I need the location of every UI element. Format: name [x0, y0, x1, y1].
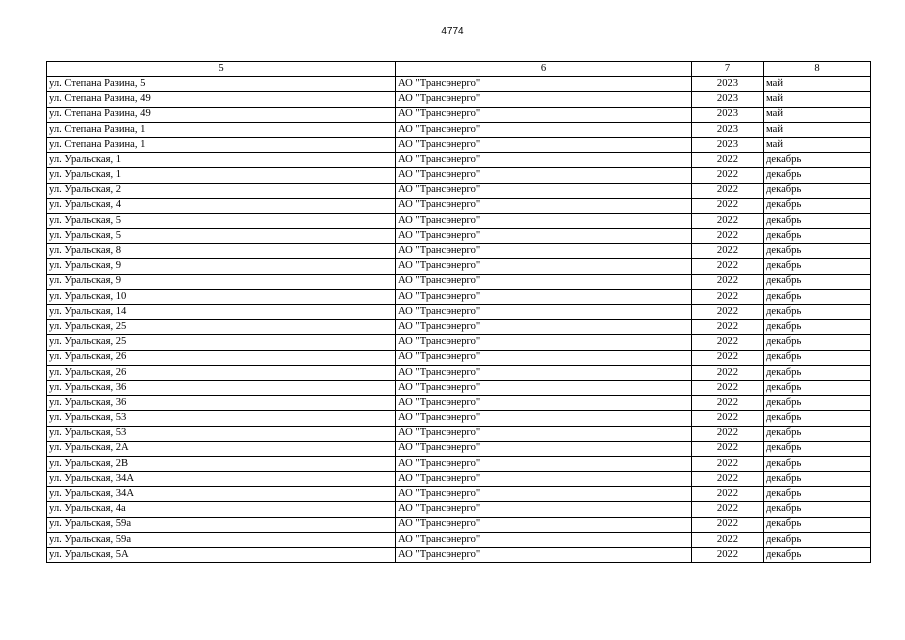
month-cell: декабрь — [764, 244, 871, 259]
table-row — [47, 259, 871, 274]
address-cell: ул. Степана Разина, 49 — [47, 107, 396, 122]
organization-cell: АО "Трансэнерго" — [396, 92, 692, 107]
table-row — [47, 487, 871, 502]
address-cell: ул. Уральская, 9 — [47, 274, 396, 289]
month-cell: май — [764, 122, 871, 137]
organization-cell: АО "Трансэнерго" — [396, 517, 692, 532]
year-cell: 2022 — [692, 244, 764, 259]
table-row — [47, 274, 871, 289]
address-cell: ул. Уральская, 53 — [47, 411, 396, 426]
table-row — [47, 183, 871, 198]
table-body — [47, 77, 871, 563]
table-row — [47, 502, 871, 517]
month-cell: декабрь — [764, 289, 871, 304]
month-cell: декабрь — [764, 320, 871, 335]
year-cell: 2022 — [692, 153, 764, 168]
month-cell: декабрь — [764, 350, 871, 365]
data-table — [46, 61, 871, 563]
column-header-8: 8 — [764, 62, 871, 77]
month-cell: декабрь — [764, 305, 871, 320]
organization-cell: АО "Трансэнерго" — [396, 456, 692, 471]
year-cell: 2022 — [692, 259, 764, 274]
address-cell: ул. Уральская, 1 — [47, 153, 396, 168]
table-row — [47, 122, 871, 137]
table-row — [47, 426, 871, 441]
organization-cell: АО "Трансэнерго" — [396, 153, 692, 168]
month-cell: май — [764, 137, 871, 152]
month-cell: декабрь — [764, 472, 871, 487]
table-row — [47, 441, 871, 456]
year-cell: 2022 — [692, 320, 764, 335]
month-cell: декабрь — [764, 456, 871, 471]
organization-cell: АО "Трансэнерго" — [396, 472, 692, 487]
organization-cell: АО "Трансэнерго" — [396, 305, 692, 320]
month-cell: декабрь — [764, 441, 871, 456]
organization-cell: АО "Трансэнерго" — [396, 229, 692, 244]
address-cell: ул. Уральская, 36 — [47, 396, 396, 411]
organization-cell: АО "Трансэнерго" — [396, 198, 692, 213]
year-cell: 2022 — [692, 198, 764, 213]
address-cell: ул. Уральская, 5А — [47, 548, 396, 563]
year-cell: 2023 — [692, 107, 764, 122]
table-row — [47, 472, 871, 487]
year-cell: 2022 — [692, 168, 764, 183]
month-cell: май — [764, 77, 871, 92]
year-cell: 2022 — [692, 487, 764, 502]
month-cell: декабрь — [764, 153, 871, 168]
year-cell: 2022 — [692, 396, 764, 411]
address-cell: ул. Уральская, 59а — [47, 517, 396, 532]
address-cell: ул. Уральская, 25 — [47, 335, 396, 350]
month-cell: декабрь — [764, 168, 871, 183]
year-cell: 2022 — [692, 411, 764, 426]
month-cell: декабрь — [764, 274, 871, 289]
organization-cell: АО "Трансэнерго" — [396, 487, 692, 502]
organization-cell: АО "Трансэнерго" — [396, 289, 692, 304]
year-cell: 2022 — [692, 229, 764, 244]
address-cell: ул. Уральская, 5 — [47, 213, 396, 228]
year-cell: 2022 — [692, 517, 764, 532]
organization-cell: АО "Трансэнерго" — [396, 548, 692, 563]
table-row — [47, 456, 871, 471]
column-header-5: 5 — [47, 62, 396, 77]
year-cell: 2022 — [692, 335, 764, 350]
organization-cell: АО "Трансэнерго" — [396, 107, 692, 122]
table-row — [47, 213, 871, 228]
month-cell: декабрь — [764, 198, 871, 213]
address-cell: ул. Уральская, 9 — [47, 259, 396, 274]
month-cell: декабрь — [764, 380, 871, 395]
month-cell: декабрь — [764, 487, 871, 502]
organization-cell: АО "Трансэнерго" — [396, 137, 692, 152]
table-row — [47, 244, 871, 259]
month-cell: май — [764, 92, 871, 107]
table-row — [47, 335, 871, 350]
year-cell: 2022 — [692, 380, 764, 395]
year-cell: 2022 — [692, 213, 764, 228]
column-header-6: 6 — [396, 62, 692, 77]
table-header — [47, 62, 871, 77]
table-row — [47, 320, 871, 335]
table-row — [47, 396, 871, 411]
table-row — [47, 380, 871, 395]
year-cell: 2022 — [692, 502, 764, 517]
month-cell: декабрь — [764, 411, 871, 426]
month-cell: декабрь — [764, 259, 871, 274]
organization-cell: АО "Трансэнерго" — [396, 335, 692, 350]
organization-cell: АО "Трансэнерго" — [396, 426, 692, 441]
organization-cell: АО "Трансэнерго" — [396, 183, 692, 198]
year-cell: 2022 — [692, 350, 764, 365]
table-row — [47, 517, 871, 532]
year-cell: 2022 — [692, 441, 764, 456]
address-cell: ул. Уральская, 53 — [47, 426, 396, 441]
month-cell: декабрь — [764, 396, 871, 411]
organization-cell: АО "Трансэнерго" — [396, 320, 692, 335]
table-row — [47, 532, 871, 547]
address-cell: ул. Степана Разина, 1 — [47, 122, 396, 137]
address-cell: ул. Уральская, 34А — [47, 472, 396, 487]
organization-cell: АО "Трансэнерго" — [396, 441, 692, 456]
table-row — [47, 350, 871, 365]
address-cell: ул. Уральская, 2А — [47, 441, 396, 456]
organization-cell: АО "Трансэнерго" — [396, 532, 692, 547]
year-cell: 2022 — [692, 365, 764, 380]
table-row — [47, 92, 871, 107]
organization-cell: АО "Трансэнерго" — [396, 168, 692, 183]
month-cell: декабрь — [764, 502, 871, 517]
organization-cell: АО "Трансэнерго" — [396, 259, 692, 274]
address-cell: ул. Уральская, 1 — [47, 168, 396, 183]
month-cell: декабрь — [764, 213, 871, 228]
month-cell: май — [764, 107, 871, 122]
address-cell: ул. Уральская, 4а — [47, 502, 396, 517]
address-cell: ул. Степана Разина, 49 — [47, 92, 396, 107]
table-row — [47, 411, 871, 426]
organization-cell: АО "Трансэнерго" — [396, 365, 692, 380]
table-row — [47, 153, 871, 168]
table-row — [47, 548, 871, 563]
table-row — [47, 229, 871, 244]
year-cell: 2023 — [692, 122, 764, 137]
month-cell: декабрь — [764, 517, 871, 532]
address-cell: ул. Уральская, 2В — [47, 456, 396, 471]
year-cell: 2022 — [692, 472, 764, 487]
month-cell: декабрь — [764, 548, 871, 563]
table-row — [47, 107, 871, 122]
year-cell: 2022 — [692, 274, 764, 289]
year-cell: 2023 — [692, 137, 764, 152]
month-cell: декабрь — [764, 183, 871, 198]
address-cell: ул. Степана Разина, 1 — [47, 137, 396, 152]
month-cell: декабрь — [764, 532, 871, 547]
year-cell: 2023 — [692, 77, 764, 92]
year-cell: 2022 — [692, 548, 764, 563]
year-cell: 2022 — [692, 183, 764, 198]
table-row — [47, 198, 871, 213]
address-cell: ул. Уральская, 14 — [47, 305, 396, 320]
year-cell: 2022 — [692, 532, 764, 547]
address-cell: ул. Уральская, 26 — [47, 350, 396, 365]
address-cell: ул. Уральская, 34А — [47, 487, 396, 502]
address-cell: ул. Степана Разина, 5 — [47, 77, 396, 92]
organization-cell: АО "Трансэнерго" — [396, 244, 692, 259]
month-cell: декабрь — [764, 426, 871, 441]
column-header-7: 7 — [692, 62, 764, 77]
year-cell: 2022 — [692, 289, 764, 304]
table-row — [47, 77, 871, 92]
month-cell: декабрь — [764, 335, 871, 350]
address-cell: ул. Уральская, 4 — [47, 198, 396, 213]
month-cell: декабрь — [764, 229, 871, 244]
organization-cell: АО "Трансэнерго" — [396, 77, 692, 92]
table-row — [47, 305, 871, 320]
organization-cell: АО "Трансэнерго" — [396, 396, 692, 411]
organization-cell: АО "Трансэнерго" — [396, 350, 692, 365]
address-cell: ул. Уральская, 2 — [47, 183, 396, 198]
header-row — [47, 62, 871, 77]
address-cell: ул. Уральская, 8 — [47, 244, 396, 259]
address-cell: ул. Уральская, 26 — [47, 365, 396, 380]
organization-cell: АО "Трансэнерго" — [396, 380, 692, 395]
address-cell: ул. Уральская, 36 — [47, 380, 396, 395]
address-cell: ул. Уральская, 25 — [47, 320, 396, 335]
year-cell: 2022 — [692, 305, 764, 320]
year-cell: 2022 — [692, 426, 764, 441]
year-cell: 2023 — [692, 92, 764, 107]
address-cell: ул. Уральская, 5 — [47, 229, 396, 244]
address-cell: ул. Уральская, 59а — [47, 532, 396, 547]
organization-cell: АО "Трансэнерго" — [396, 502, 692, 517]
table-row — [47, 168, 871, 183]
organization-cell: АО "Трансэнерго" — [396, 411, 692, 426]
organization-cell: АО "Трансэнерго" — [396, 213, 692, 228]
month-cell: декабрь — [764, 365, 871, 380]
year-cell: 2022 — [692, 456, 764, 471]
table-row — [47, 137, 871, 152]
page-number: 4774 — [441, 26, 464, 37]
address-cell: ул. Уральская, 10 — [47, 289, 396, 304]
table-row — [47, 365, 871, 380]
table-row — [47, 289, 871, 304]
organization-cell: АО "Трансэнерго" — [396, 122, 692, 137]
organization-cell: АО "Трансэнерго" — [396, 274, 692, 289]
